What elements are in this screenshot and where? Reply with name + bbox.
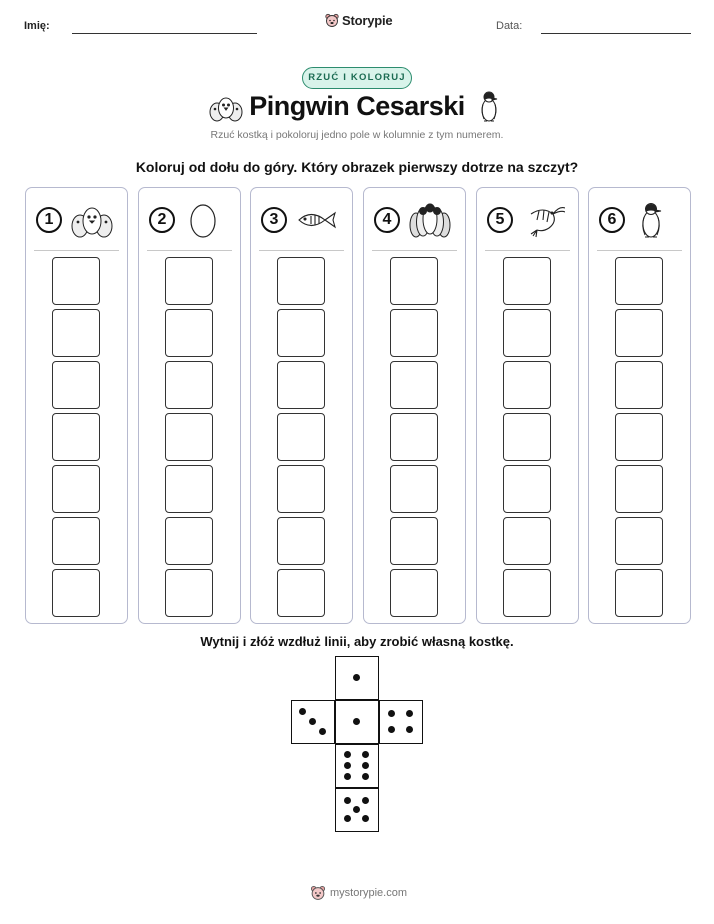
coloring-instruction: Koloruj od dołu do góry. Który obrazek pierwszy dotrze na szczyt? bbox=[135, 159, 579, 175]
color-cell[interactable] bbox=[277, 309, 325, 357]
penguin-chicks-icon bbox=[70, 200, 114, 240]
color-cell[interactable] bbox=[390, 361, 438, 409]
color-cell[interactable] bbox=[390, 465, 438, 513]
color-cell[interactable] bbox=[615, 569, 663, 617]
die-pip bbox=[388, 710, 395, 717]
column-divider bbox=[147, 250, 232, 251]
color-cell[interactable] bbox=[390, 517, 438, 565]
die-pip bbox=[344, 762, 351, 769]
color-cell[interactable] bbox=[503, 257, 551, 305]
color-cell[interactable] bbox=[390, 413, 438, 461]
column-4 bbox=[363, 187, 466, 624]
die-face-bottom bbox=[335, 788, 379, 832]
die-pip bbox=[388, 726, 395, 733]
color-cell[interactable] bbox=[615, 361, 663, 409]
column-divider bbox=[372, 250, 457, 251]
color-cell[interactable] bbox=[615, 413, 663, 461]
dice-instruction: Wytnij i złóż wzdłuż linii, aby zrobić własną kostkę. bbox=[200, 634, 514, 649]
color-cell[interactable] bbox=[390, 309, 438, 357]
column-number: 1 bbox=[36, 207, 62, 233]
color-cell[interactable] bbox=[52, 517, 100, 565]
color-cell[interactable] bbox=[390, 569, 438, 617]
color-cell[interactable] bbox=[615, 517, 663, 565]
column-2 bbox=[138, 187, 241, 624]
color-cell[interactable] bbox=[503, 309, 551, 357]
color-cell[interactable] bbox=[390, 257, 438, 305]
die-pip bbox=[406, 726, 413, 733]
die-face-lower bbox=[335, 744, 379, 788]
color-cell[interactable] bbox=[277, 465, 325, 513]
date-label: Data: bbox=[496, 20, 523, 32]
die-pip bbox=[362, 762, 369, 769]
color-cell[interactable] bbox=[277, 569, 325, 617]
die-pip bbox=[344, 815, 351, 822]
die-face-left bbox=[291, 700, 335, 744]
die-pip bbox=[353, 806, 360, 813]
column-divider bbox=[597, 250, 682, 251]
column-divider bbox=[259, 250, 344, 251]
emperor-penguin-icon bbox=[633, 200, 677, 240]
column-5 bbox=[476, 187, 579, 624]
egg-icon bbox=[183, 200, 227, 240]
color-cell[interactable] bbox=[615, 309, 663, 357]
column-divider bbox=[34, 250, 119, 251]
column-divider bbox=[485, 250, 570, 251]
color-cell[interactable] bbox=[165, 465, 213, 513]
column-number: 5 bbox=[487, 207, 513, 233]
color-cell[interactable] bbox=[52, 413, 100, 461]
column-number: 6 bbox=[599, 207, 625, 233]
color-cell[interactable] bbox=[277, 257, 325, 305]
die-pip bbox=[362, 815, 369, 822]
column-number: 3 bbox=[261, 207, 287, 233]
brand-name: Storypie bbox=[342, 13, 393, 28]
color-cell[interactable] bbox=[277, 517, 325, 565]
color-cell[interactable] bbox=[503, 413, 551, 461]
die-pip bbox=[406, 710, 413, 717]
fish-icon bbox=[295, 200, 339, 240]
die-pip bbox=[353, 674, 360, 681]
storypie-bear-icon bbox=[325, 13, 339, 28]
brand-logo bbox=[325, 13, 392, 28]
color-cell[interactable] bbox=[165, 517, 213, 565]
color-cell[interactable] bbox=[52, 465, 100, 513]
storypie-bear-icon bbox=[310, 885, 326, 901]
color-cell[interactable] bbox=[52, 569, 100, 617]
color-cell[interactable] bbox=[615, 465, 663, 513]
color-cell[interactable] bbox=[277, 413, 325, 461]
penguin-huddle-icon bbox=[408, 200, 452, 240]
column-6 bbox=[588, 187, 691, 624]
footer bbox=[310, 885, 407, 901]
die-pip bbox=[309, 718, 316, 725]
penguin-title-icon bbox=[478, 90, 500, 124]
die-pip bbox=[344, 773, 351, 780]
color-cell[interactable] bbox=[503, 361, 551, 409]
die-pip bbox=[344, 797, 351, 804]
activity-badge: RZUĆ I KOLORUJ bbox=[302, 67, 412, 89]
color-cell[interactable] bbox=[165, 361, 213, 409]
die-pip bbox=[319, 728, 326, 735]
column-number: 2 bbox=[149, 207, 175, 233]
column-3 bbox=[250, 187, 353, 624]
color-cell[interactable] bbox=[503, 465, 551, 513]
color-cell[interactable] bbox=[165, 309, 213, 357]
color-cell[interactable] bbox=[52, 309, 100, 357]
color-cell[interactable] bbox=[165, 413, 213, 461]
name-label: Imię: bbox=[24, 20, 50, 32]
page-subtitle: Rzuć kostką i pokoloruj jedno pole w kolumnie z tym numerem. bbox=[210, 129, 504, 141]
color-cell[interactable] bbox=[165, 257, 213, 305]
color-cell[interactable] bbox=[52, 257, 100, 305]
name-line[interactable] bbox=[72, 33, 257, 34]
die-pip bbox=[362, 751, 369, 758]
color-cell[interactable] bbox=[52, 361, 100, 409]
color-cell[interactable] bbox=[503, 569, 551, 617]
die-pip bbox=[299, 708, 306, 715]
date-line[interactable] bbox=[541, 33, 691, 34]
color-cell[interactable] bbox=[615, 257, 663, 305]
column-1 bbox=[25, 187, 128, 624]
page-title: Pingwin Cesarski bbox=[249, 91, 465, 121]
die-face-top bbox=[335, 656, 379, 700]
color-cell[interactable] bbox=[277, 361, 325, 409]
die-face-center bbox=[335, 700, 379, 744]
die-pip bbox=[362, 797, 369, 804]
color-cell[interactable] bbox=[503, 517, 551, 565]
column-number: 4 bbox=[374, 207, 400, 233]
die-pip bbox=[344, 751, 351, 758]
die-pip bbox=[362, 773, 369, 780]
footer-website: mystorypie.com bbox=[330, 887, 408, 899]
color-cell[interactable] bbox=[165, 569, 213, 617]
shrimp-icon bbox=[521, 200, 565, 240]
die-pip bbox=[353, 718, 360, 725]
die-face-right bbox=[379, 700, 423, 744]
